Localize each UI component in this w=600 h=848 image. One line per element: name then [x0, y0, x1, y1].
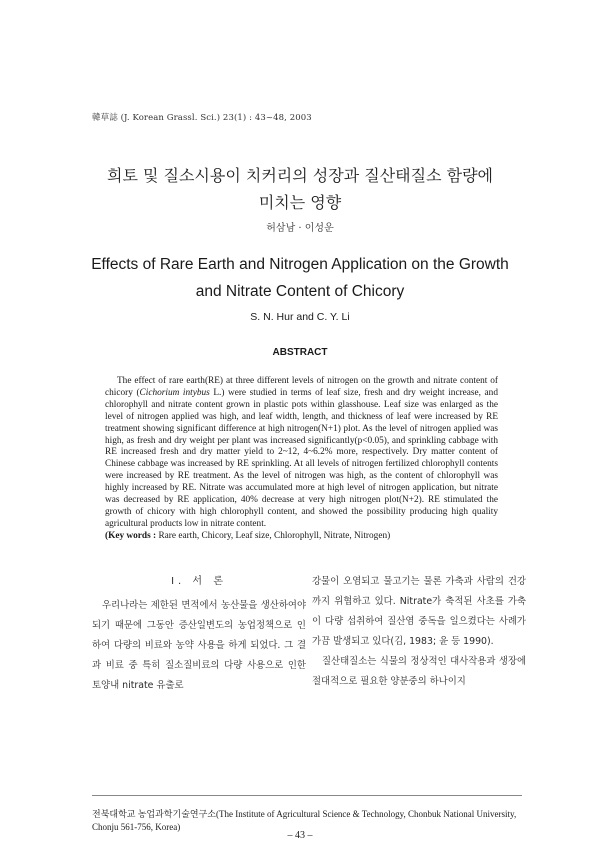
- page-number: – 43 –: [287, 830, 313, 841]
- english-title-line-2: and Nitrate Content of Chicory: [195, 283, 405, 300]
- keywords-text: Rare earth, Chicory, Leaf size, Chlorophyll, Nitrate, Nitrogen): [156, 531, 391, 541]
- english-authors: S. N. Hur and C. Y. Li: [250, 311, 350, 323]
- abstract-heading: ABSTRACT: [272, 347, 328, 358]
- korean-title-line-2: 미치는 영향: [258, 193, 342, 212]
- korean-authors: 허삼남 · 이성운: [266, 223, 334, 234]
- intro-paragraph-right-2: 질산태질소는 식물의 정상적인 대사작용과 생장에 절대적으로 필요한 양분중의 하나이지: [312, 656, 526, 687]
- keywords-label: (Key words :: [105, 531, 157, 541]
- abstract-text-part-1: The effect of rare earth(RE) at three different levels of nitrogen on the growth and nitrate content of chicory (: [105, 376, 498, 398]
- species-name: Cichorium intybus: [139, 387, 210, 398]
- section-heading-introduction: I. 서 론: [171, 576, 227, 587]
- footnote-divider: [92, 795, 522, 796]
- abstract-body: [105, 376, 498, 531]
- intro-paragraph-right-1: 강물이 오염되고 물고기는 물론 가축과 사람의 건강까지 위협하고 있다. Nitrate가 축적된 사초를 가축이 다량 섭취하여 질산염 중독을 일으켰다는 사례가 가끔 발생되고 있다(김, 1983; 윤 등 1990).: [312, 576, 526, 647]
- intro-paragraph-left: 우리나라는 제한된 면적에서 농산물을 생산하여야 되기 때문에 그동안 증산일변도의 농업정책으로 인하여 다량의 비료와 농약 사용을 하게 되었다. 그 결과 비료 중 특히 질소질비료의 다량 사용으로 인한 토양내 nitrate 유출로: [92, 600, 306, 691]
- left-column: [92, 572, 306, 696]
- keywords: [105, 531, 498, 543]
- right-column: [312, 572, 526, 692]
- english-title-line-1: Effects of Rare Earth and Nitrogen Application on the Growth: [91, 256, 509, 273]
- korean-title-line-1: 희토 및 질소시용이 치커리의 성장과 질산태질소 함량에: [106, 166, 493, 185]
- affiliation-footnote: 전북대학교 농업과학기술연구소(The Institute of Agricultural Science & Technology, Chonbuk National University, Chonju 561-756, Korea): [92, 809, 517, 832]
- abstract-text-part-2: L.) were studied in terms of leaf size, fresh and dry weight increase, and chlorophyll and nitrate content grown in plastic pots within glasshouse. Leaf size was enlarged as the level of nitrogen applied was high, and leaf width, length, and thickness of leaf were increased by RE treatment showing significant difference at high nitrogen(N+1) plot. As the level of nitrogen applied was high, as fresh and dry weight per plant was increased significantly(p<0.05), and sprinkling cabbage with RE increased fresh and dry matter yield to 2~12, 4~6.2% more, respectively. Dry matter content of Chinese cabbage was increased by RE sprinkling. At all levels of nitrogen fertilized chlorophyll contents were increased by RE treatment. As the level of nitrogen was high, as the content of chlorophyll was highly increased by RE. Nitrate was accumulated more at high level of nitrogen application, but nitrate was decreased by RE application, 40% decrease at very high nitrogen plot(N+2). RE stimulated the growth of chicory with high chlorophyll content, and showed the possibility producing high quality agricultural products low in nitrate content.: [105, 387, 498, 529]
- journal-citation: 韓草誌 (J. Korean Grassl. Sci.) 23(1) : 43~48, 2003: [92, 113, 312, 123]
